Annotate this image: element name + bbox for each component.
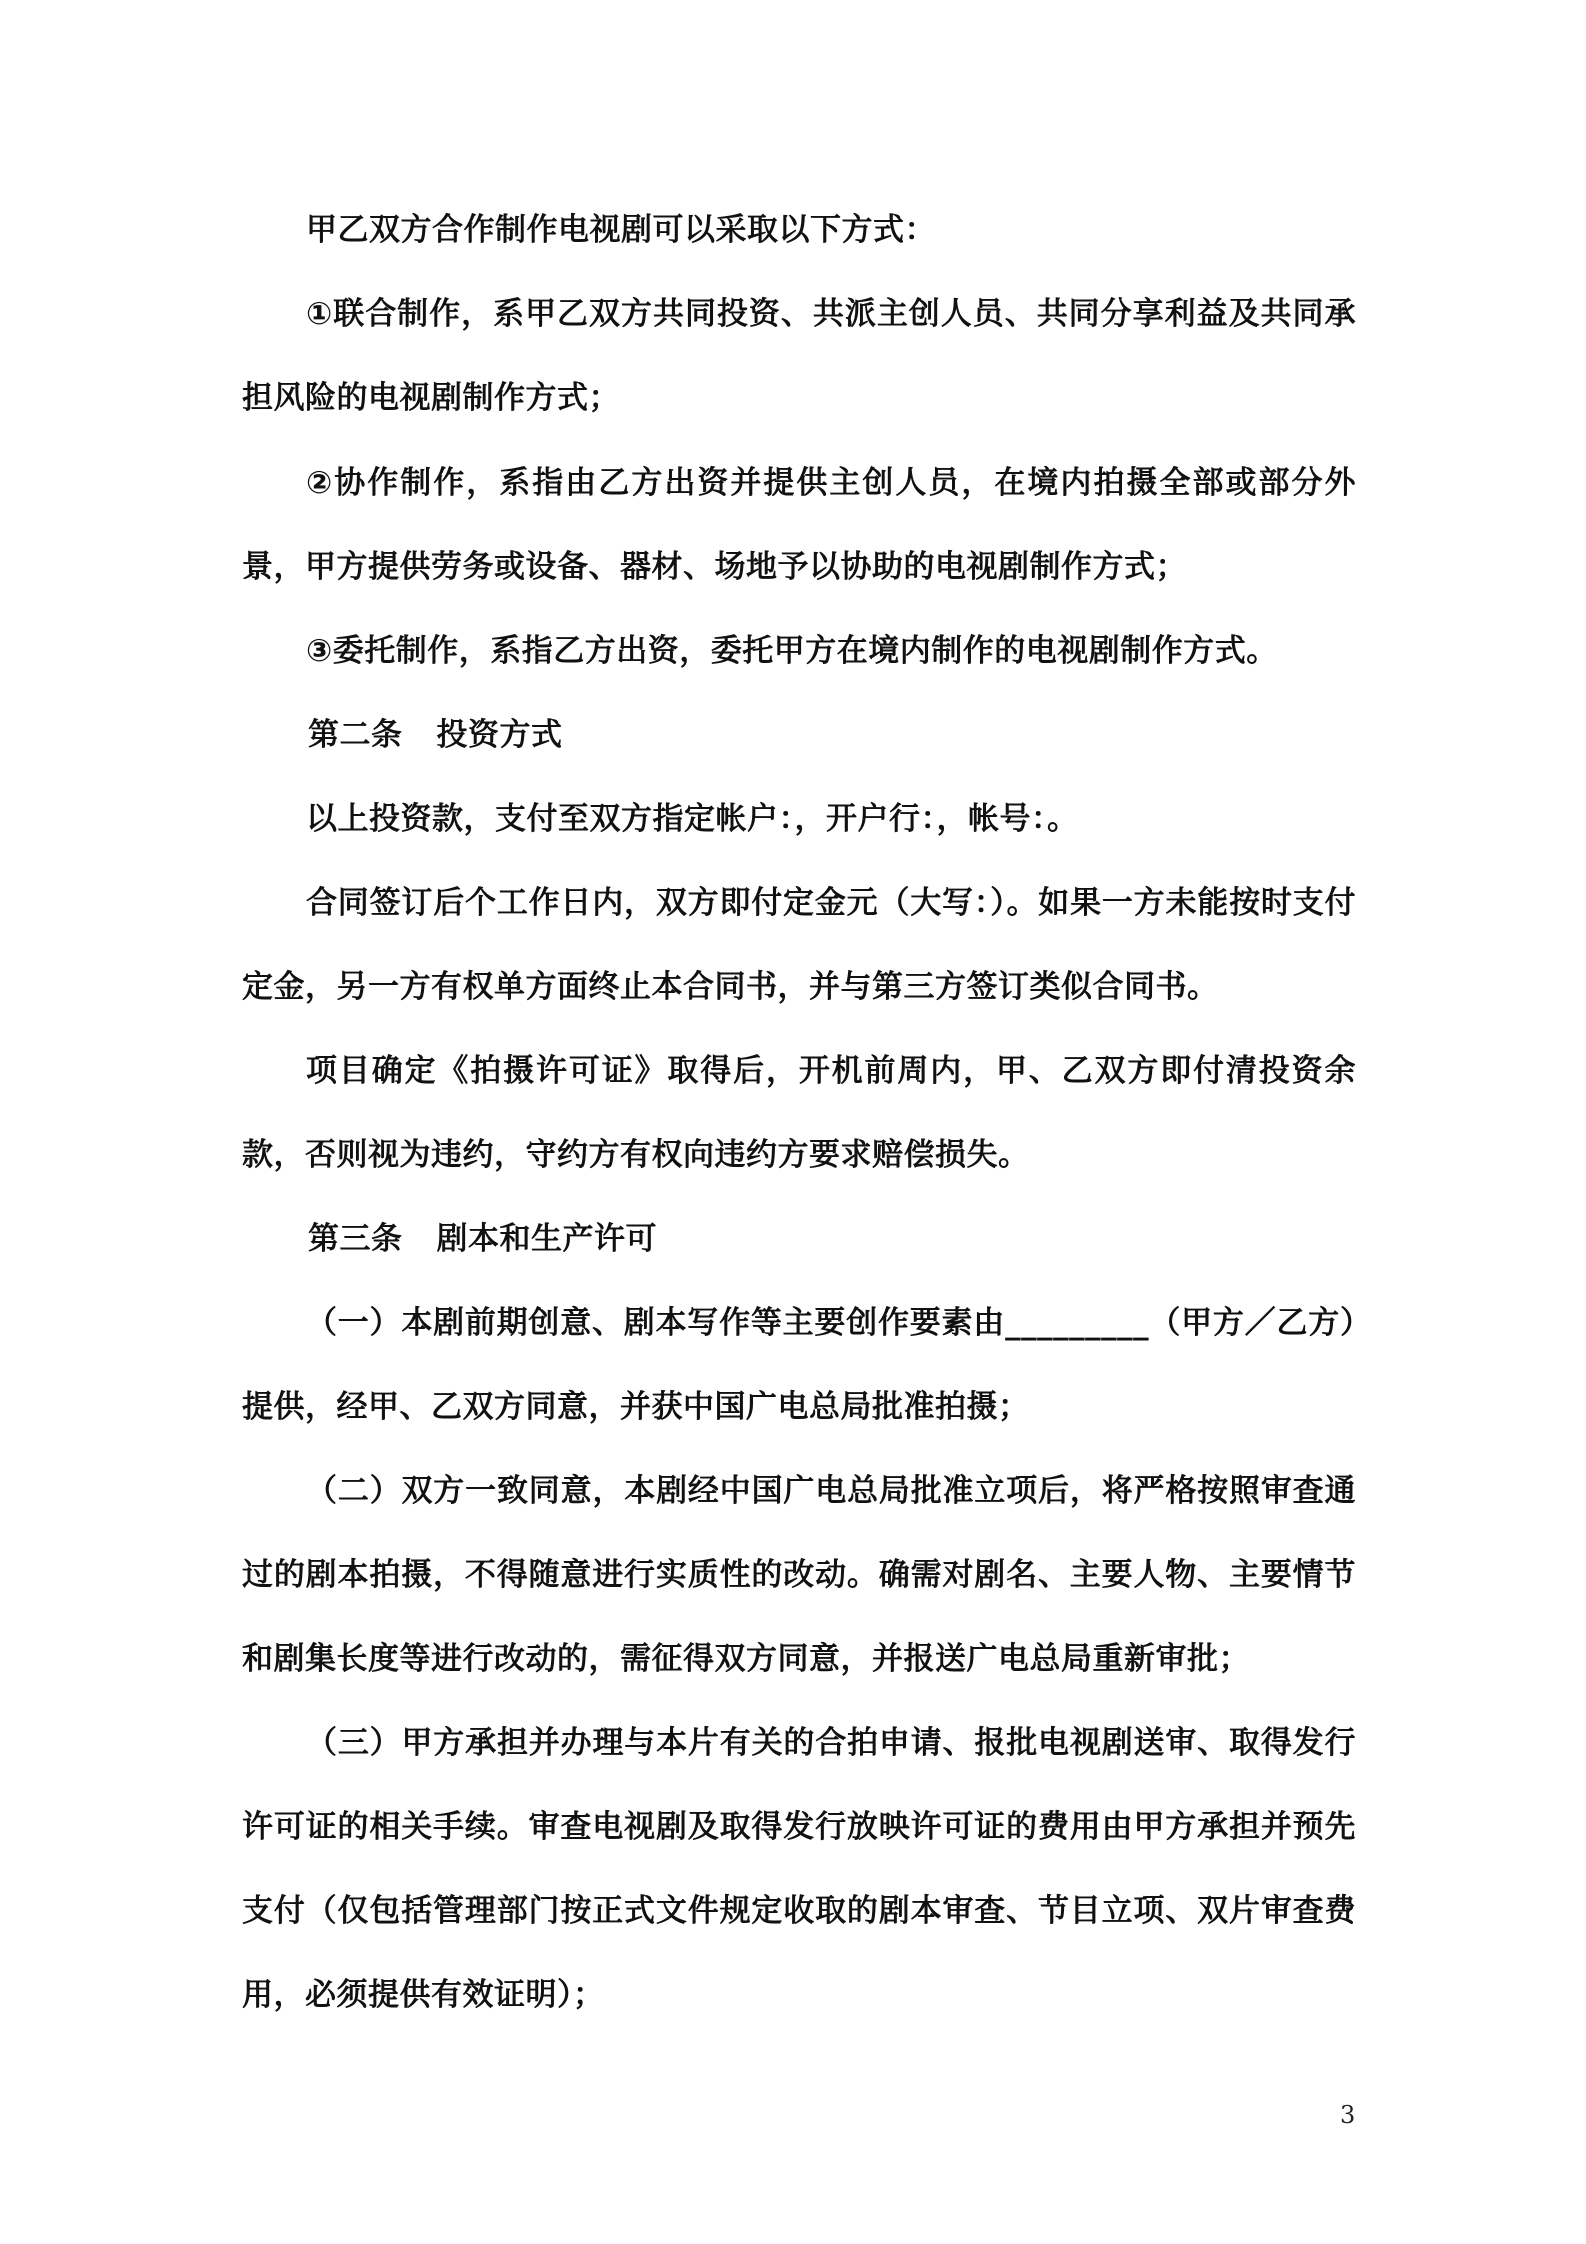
article-2-number: 第二条: [308, 717, 403, 753]
paragraph-payment-account: 以上投资款，支付至双方指定帐户：，开户行：，帐号：。: [306, 801, 1079, 837]
paragraph-joint-production: ①联合制作，系甲乙双方共同投资、共派主创人员、共同分享利益及共同承担风险的电视剧制作方式；: [242, 296, 1356, 416]
article-3-number: 第三条: [308, 1221, 403, 1257]
article-2-title: 投资方式: [436, 717, 563, 753]
paragraph-commissioned-production: ③委托制作，系指乙方出资，委托甲方在境内制作的电视剧制作方式。: [306, 633, 1278, 669]
article-3-heading: [308, 1197, 657, 1281]
paragraph-assisted-production: ②协作制作，系指由乙方出资并提供主创人员，在境内拍摄全部或部分外景，甲方提供劳务或设备、器材、场地予以协助的电视剧制作方式；: [242, 465, 1356, 585]
paragraph-balance-payment: 项目确定《拍摄许可证》取得后，开机前周内，甲、乙双方即付清投资余款，否则视为违约，守约方有权向违约方要求赔偿损失。: [242, 1053, 1356, 1173]
paragraph-deposit: 合同签订后个工作日内，双方即付定金元（大写：）。如果一方未能按时支付定金，另一方有权单方面终止本合同书，并与第三方签订类似合同书。: [242, 885, 1356, 1005]
paragraph-clause-1-creative: （一）本剧前期创意、剧本写作等主要创作要素由_________（甲方／乙方）提供，经甲、乙双方同意，并获中国广电总局批准拍摄；: [242, 1305, 1356, 1425]
paragraph-clause-2-script-approval: （二）双方一致同意，本剧经中国广电总局批准立项后，将严格按照审查通过的剧本拍摄，不得随意进行实质性的改动。确需对剧名、主要人物、主要情节和剧集长度等进行改动的，需征得双方同意，并报送广电总局重新审批；: [242, 1473, 1356, 1677]
paragraph-clause-3-permits: （三）甲方承担并办理与本片有关的合拍申请、报批电视剧送审、取得发行许可证的相关手续。审查电视剧及取得发行放映许可证的费用由甲方承担并预先支付（仅包括管理部门按正式文件规定收取的剧本审查、节目立项、双片审查费用，必须提供有效证明）；: [242, 1725, 1356, 2013]
article-2-heading: [308, 693, 563, 777]
paragraph-cooperation-methods-intro: 甲乙双方合作制作电视剧可以采取以下方式：: [306, 212, 936, 248]
article-3-title: 剧本和生产许可: [436, 1221, 657, 1257]
page-number: 3: [1340, 2101, 1356, 2129]
